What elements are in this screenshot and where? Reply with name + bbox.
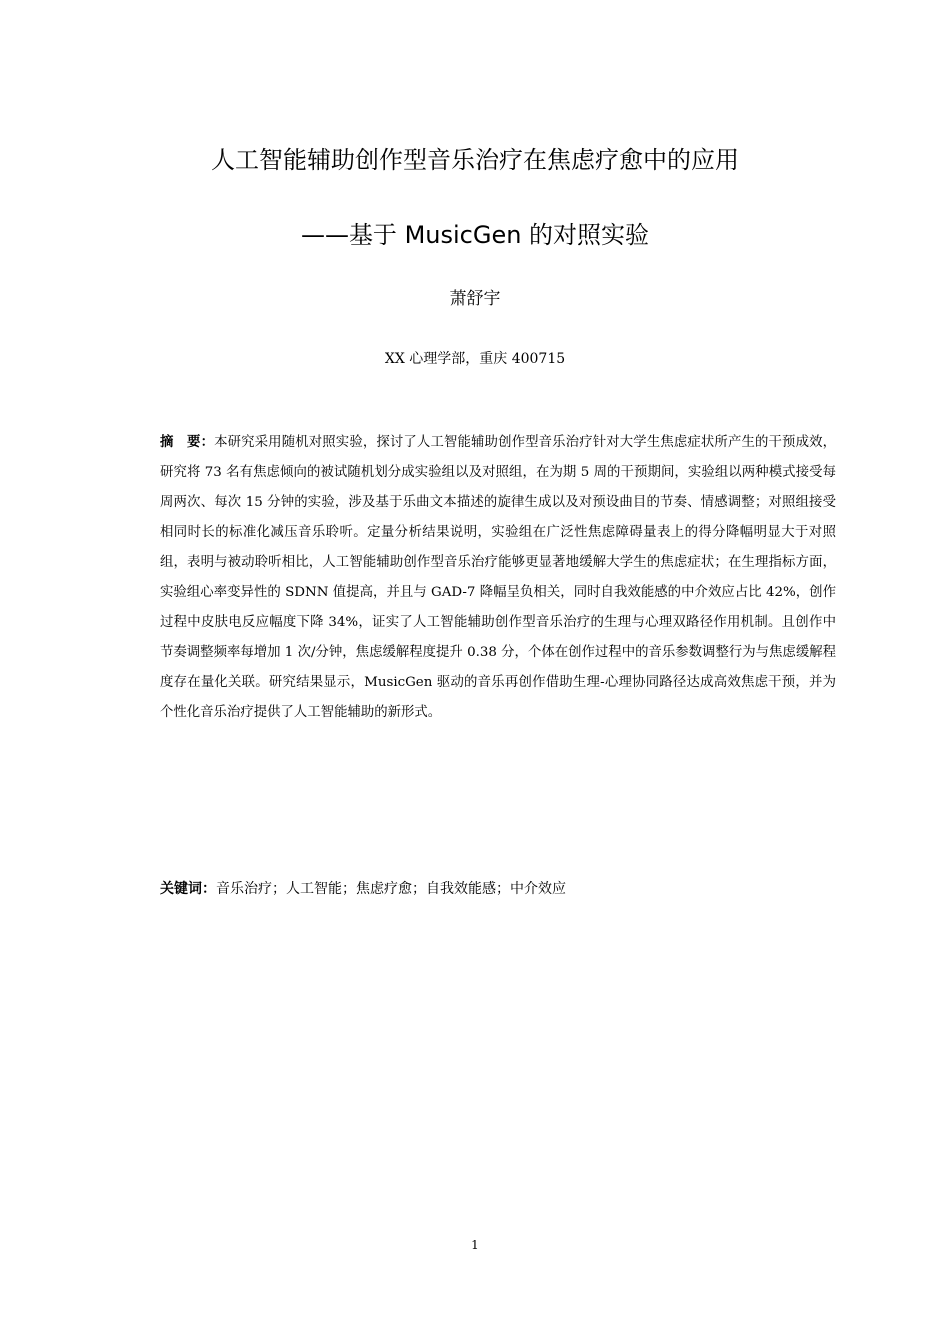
keywords bbox=[160, 874, 836, 904]
page-number: 1 bbox=[471, 1238, 479, 1252]
abstract-label: 摘 要： bbox=[160, 435, 215, 450]
keywords-text: 音乐治疗；人工智能；焦虑疗愈；自我效能感；中介效应 bbox=[216, 881, 566, 897]
abstract bbox=[160, 428, 836, 728]
abstract-text: 本研究采用随机对照实验，探讨了人工智能辅助创作型音乐治疗针对大学生焦虑症状所产生的干预成效，研究将 73 名有焦虑倾向的被试随机划分成实验组以及对照组，在为期 5 周的干预期间，实验组以两种模式接受每周两次、每次 15 分钟的实验，涉及基于乐曲文本描述的旋律生成以及对预设曲目的节奏、情感调整；对照组接受相同时长的标准化减压音乐聆听。定量分析结果说明，实验组在广泛性焦虑障碍量表上的得分降幅明显大于对照组，表明与被动聆听相比，人工智能辅助创作型音乐治疗能够更显著地缓解大学生的焦虑症状；在生理指标方面，实验组心率变异性的 SDNN 值提高，并且与 GAD-7 降幅呈负相关，同时自我效能感的中介效应占比 42%，创作过程中皮肤电反应幅度下降 34%，证实了人工智能辅助创作型音乐治疗的生理与心理双路径作用机制。且创作中节奏调整频率每增加 1 次/分钟，焦虑缓解程度提升 0.38 分，个体在创作过程中的音乐参数调整行为与焦虑缓解程度存在量化关联。研究结果显示，MusicGen 驱动的音乐再创作借助生理-心理协同路径达成高效焦虑干预，并为个性化音乐治疗提供了人工智能辅助的新形式。 bbox=[160, 435, 836, 720]
author-affiliation: XX 心理学部，重庆 400715 bbox=[384, 351, 566, 367]
keywords-label: 关键词： bbox=[160, 881, 216, 897]
paper-title: 人工智能辅助创作型音乐治疗在焦虑疗愈中的应用 bbox=[211, 146, 739, 174]
paper-subtitle: ——基于 MusicGen 的对照实验 bbox=[300, 221, 650, 249]
author-name: 萧舒宇 bbox=[449, 289, 501, 309]
